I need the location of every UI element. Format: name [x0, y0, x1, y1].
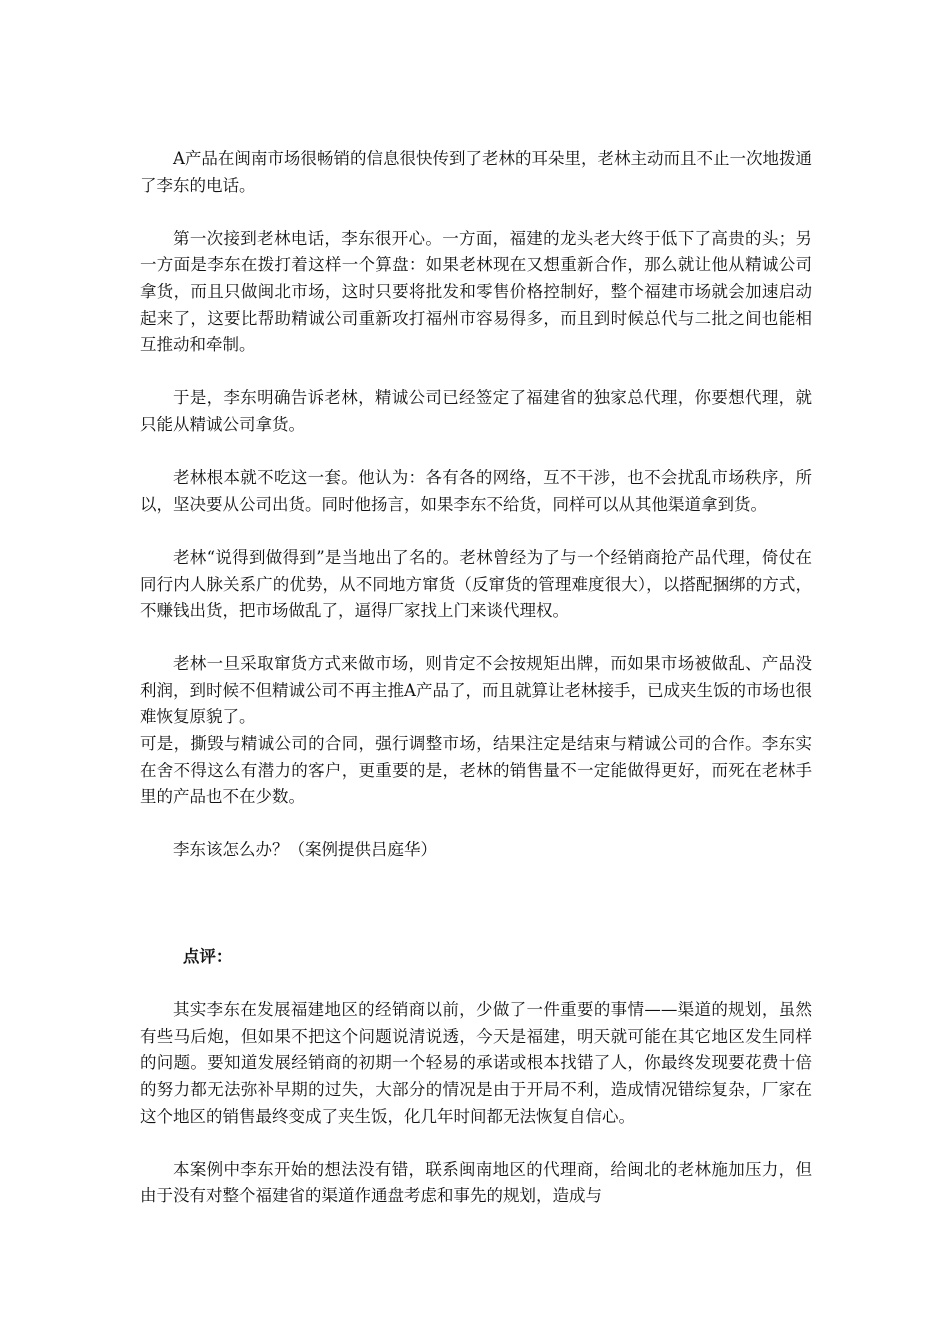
paragraph-4: 老林根本就不吃这一套。他认为：各有各的网络，互不干涉，也不会扰乱市场秩序，所以，坚决要从公司出货。同时他扬言，如果李东不给货，同样可以从其他渠道拿到货。: [140, 468, 812, 514]
paragraph-5: 老林“说得到做得到”是当地出了名的。老林曾经为了与一个经销商抢产品代理，倚仗在同行内人脉关系广的优势，从不同地方窜货（反窜货的管理难度很大），以搭配捆绑的方式，不赚钱出货，把市场做乱了，逼得厂家找上门来谈代理权。: [140, 547, 812, 621]
review-heading: 点评：: [182, 947, 233, 967]
review-paragraph-1: 其实李东在发展福建地区的经销商以前，少做了一件重要的事情——渠道的规划，虽然有些马后炮，但如果不把这个问题说清说透，今天是福建，明天就可能在其它地区发生同样的问题。要知道发展经销商的初期一个轻易的承诺或根本找错了人，你最终发现要花费十倍的努力都无法弥补早期的过失，大部分的情况是由于开局不利，造成情况错综复杂，厂家在这个地区的销售最终变成了夹生饭，化几年时间都无法恢复自信心。: [140, 1000, 812, 1126]
paragraph-2: 第一次接到老林电话，李东很开心。一方面，福建的龙头老大终于低下了高贵的头；另一方面是李东在拨打着这样一个算盘：如果老林现在又想重新合作，那么就让他从精诚公司拿货，而且只做闽北市场，这时只要将批发和零售价格控制好，整个福建市场就会加速启动起来了，这要比帮助精诚公司重新攻打福州市容易得多，而且到时候总代与二批之间也能相互推动和牵制。: [140, 228, 812, 355]
review-paragraph-2: 本案例中李东开始的想法没有错，联系闽南地区的代理商，给闽北的老林施加压力，但由于没有对整个福建省的渠道作通盘考虑和事先的规划，造成与: [140, 1159, 812, 1206]
paragraph-7: 可是，撕毁与精诚公司的合同，强行调整市场，结果注定是结束与精诚公司的合作。李东实在舍不得这么有潜力的客户，更重要的是，老林的销售量不一定能做得更好，而死在老林手里的产品也不在少数。: [140, 734, 812, 807]
document-page: [140, 146, 812, 1210]
paragraph-8: 李东该怎么办？（案例提供吕庭华）: [173, 840, 437, 860]
paragraph-3: 于是，李东明确告诉老林，精诚公司已经签定了福建省的独家总代理，你要想代理，就只能从精诚公司拿货。: [140, 388, 812, 434]
paragraph-6: 老林一旦采取窜货方式来做市场，则肯定不会按规矩出牌，而如果市场被做乱、产品没利润，到时候不但精诚公司不再主推A产品了，而且就算让老林接手，已成夹生饭的市场也很难恢复原貌了。: [140, 654, 812, 727]
paragraph-1: A产品在闽南市场很畅销的信息很快传到了老林的耳朵里，老林主动而且不止一次地拨通了李东的电话。: [140, 149, 812, 195]
